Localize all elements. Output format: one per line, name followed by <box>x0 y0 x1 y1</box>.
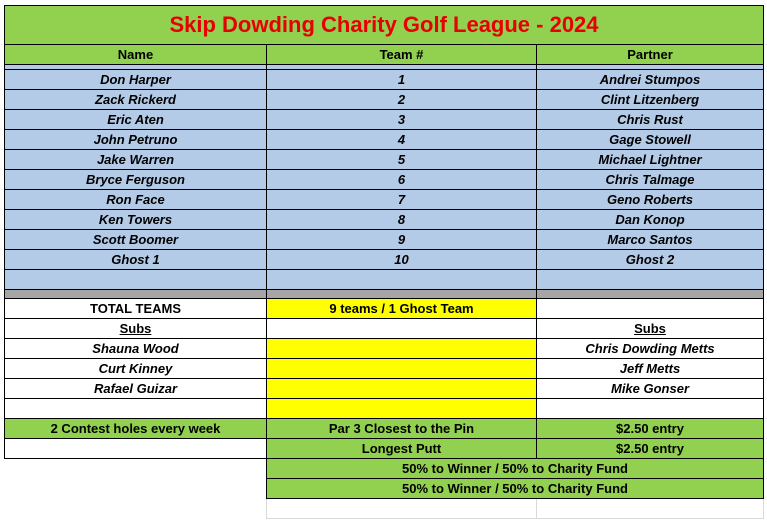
team-name-cell: John Petruno <box>5 130 267 150</box>
team-row <box>5 250 764 270</box>
team-name-cell: Eric Aten <box>5 110 267 130</box>
team-row <box>5 110 764 130</box>
subs-right-label: Subs <box>537 319 764 339</box>
team-partner-cell: Andrei Stumpos <box>537 70 764 90</box>
team-name-cell: Bryce Ferguson <box>5 170 267 190</box>
contest-hole1: Par 3 Closest to the Pin <box>267 419 537 439</box>
team-partner-cell: Clint Litzenberg <box>537 90 764 110</box>
team-team-cell: 2 <box>267 90 537 110</box>
team-team-cell: 10 <box>267 250 537 270</box>
contest-split-1: 50% to Winner / 50% to Charity Fund <box>267 459 764 479</box>
team-team-cell: 7 <box>267 190 537 210</box>
blank-cell <box>267 270 537 290</box>
team-partner-cell: Chris Rust <box>537 110 764 130</box>
blank-cell <box>537 399 764 419</box>
total-teams-label: TOTAL TEAMS <box>5 299 267 319</box>
league-sheet <box>4 5 764 519</box>
blank-cell <box>5 270 267 290</box>
team-name-cell: Scott Boomer <box>5 230 267 250</box>
team-row <box>5 150 764 170</box>
team-partner-cell: Chris Talmage <box>537 170 764 190</box>
total-teams-value: 9 teams / 1 Ghost Team <box>267 299 537 319</box>
team-team-cell: 8 <box>267 210 537 230</box>
blank-cell <box>5 479 267 499</box>
team-team-cell: 4 <box>267 130 537 150</box>
team-partner-cell: Dan Konop <box>537 210 764 230</box>
blank-cell <box>5 459 267 479</box>
sub-row <box>5 339 764 359</box>
sub-left-name: Shauna Wood <box>5 339 267 359</box>
blank-cell <box>267 399 537 419</box>
team-partner-cell: Geno Roberts <box>537 190 764 210</box>
divider-cell <box>5 290 267 299</box>
contest-split-2: 50% to Winner / 50% to Charity Fund <box>267 479 764 499</box>
team-team-cell: 9 <box>267 230 537 250</box>
contest-label: 2 Contest holes every week <box>5 419 267 439</box>
header-name: Name <box>5 45 267 65</box>
team-partner-cell: Gage Stowell <box>537 130 764 150</box>
team-team-cell: 6 <box>267 170 537 190</box>
blank-cell <box>267 319 537 339</box>
header-team: Team # <box>267 45 537 65</box>
sub-left-name: Curt Kinney <box>5 359 267 379</box>
contest-hole1-entry: $2.50 entry <box>537 419 764 439</box>
team-row <box>5 230 764 250</box>
team-name-cell: Jake Warren <box>5 150 267 170</box>
team-row <box>5 130 764 150</box>
sub-right-name: Jeff Metts <box>537 359 764 379</box>
header-partner: Partner <box>537 45 764 65</box>
blank-cell <box>5 439 267 459</box>
blank-cell <box>5 399 267 419</box>
team-name-cell: Zack Rickerd <box>5 90 267 110</box>
team-team-cell: 5 <box>267 150 537 170</box>
team-partner-cell: Michael Lightner <box>537 150 764 170</box>
team-name-cell: Ghost 1 <box>5 250 267 270</box>
team-partner-cell: Marco Santos <box>537 230 764 250</box>
team-team-cell: 1 <box>267 70 537 90</box>
team-partner-cell: Ghost 2 <box>537 250 764 270</box>
team-row <box>5 210 764 230</box>
team-name-cell: Don Harper <box>5 70 267 90</box>
blank-cell <box>537 299 764 319</box>
blank-cell <box>267 379 537 399</box>
blank-cell <box>537 270 764 290</box>
sub-right-name: Mike Gonser <box>537 379 764 399</box>
sub-right-name: Chris Dowding Metts <box>537 339 764 359</box>
team-team-cell: 3 <box>267 110 537 130</box>
team-row <box>5 170 764 190</box>
team-row <box>5 70 764 90</box>
blank-cell <box>5 499 267 519</box>
page-title: Skip Dowding Charity Golf League - 2024 <box>5 6 764 45</box>
divider-cell <box>267 290 537 299</box>
blank-cell <box>537 499 764 519</box>
sub-left-name: Rafael Guizar <box>5 379 267 399</box>
sub-row <box>5 379 764 399</box>
blank-cell <box>267 359 537 379</box>
team-name-cell: Ken Towers <box>5 210 267 230</box>
sub-row <box>5 359 764 379</box>
subs-left-label: Subs <box>5 319 267 339</box>
divider-cell <box>537 290 764 299</box>
team-name-cell: Ron Face <box>5 190 267 210</box>
team-row <box>5 90 764 110</box>
blank-cell <box>267 339 537 359</box>
blank-cell <box>267 499 537 519</box>
team-row <box>5 190 764 210</box>
contest-hole2-entry: $2.50 entry <box>537 439 764 459</box>
contest-hole2: Longest Putt <box>267 439 537 459</box>
